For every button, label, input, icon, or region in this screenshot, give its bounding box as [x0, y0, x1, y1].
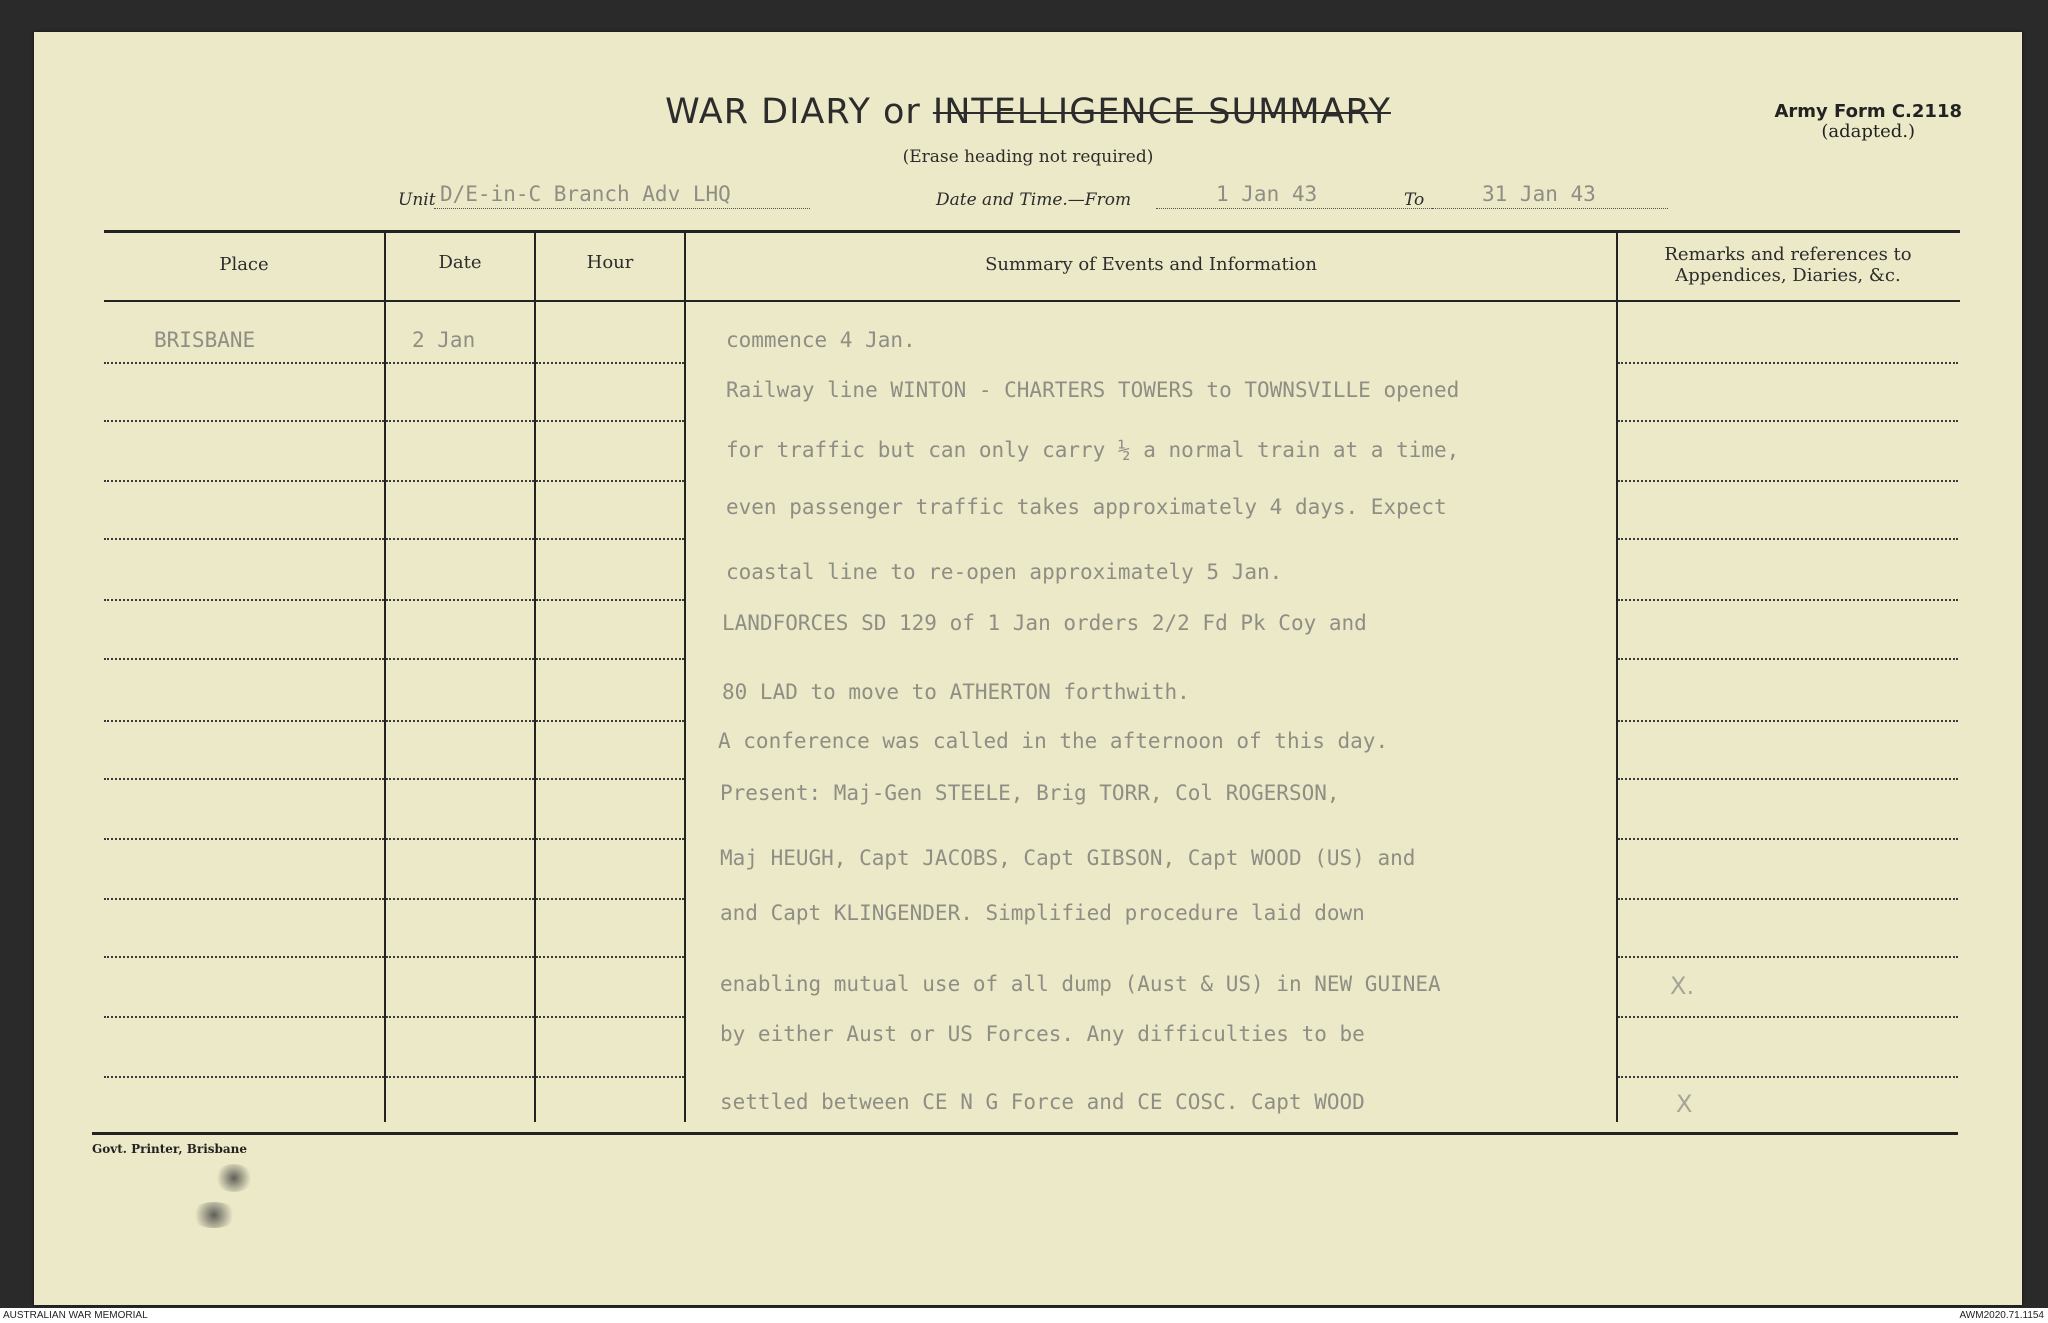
title-struck-intelligence-summary: INTELLIGENCE SUMMARY — [932, 92, 1391, 132]
entry-line: even passenger traffic takes approximately 4 days. Expect — [726, 495, 1447, 519]
archive-strip — [0, 1308, 2048, 1323]
row-dotted-rule — [104, 538, 384, 540]
row-dotted-rule — [386, 599, 534, 601]
entry-line: Present: Maj-Gen STEELE, Brig TORR, Col ROGERSON, — [720, 781, 1340, 805]
title-war-diary: WAR DIARY or — [665, 92, 933, 132]
row-dotted-rule — [536, 362, 684, 364]
row-dotted-rule — [104, 898, 384, 900]
row-dotted-rule — [536, 838, 684, 840]
printer-imprint: Govt. Printer, Brisbane — [92, 1142, 248, 1156]
date-from-value: 1 Jan 43 — [1216, 182, 1318, 206]
row-dotted-rule — [386, 658, 534, 660]
row-dotted-rule — [104, 1076, 384, 1078]
entry-place: BRISBANE — [154, 328, 256, 352]
entry-line: enabling mutual use of all dump (Aust & US) in NEW GUINEA — [720, 972, 1441, 996]
row-dotted-rule — [386, 420, 534, 422]
row-dotted-rule — [536, 778, 684, 780]
row-dotted-rule — [386, 480, 534, 482]
date-from-label: Date and Time.—From — [936, 190, 1132, 210]
row-dotted-rule — [1618, 599, 1958, 601]
row-dotted-rule — [104, 1016, 384, 1018]
row-dotted-rule — [104, 956, 384, 958]
form-adapted: (adapted.) — [1821, 121, 1916, 142]
entry-line: 80 LAD to move to ATHERTON forthwith. — [722, 680, 1190, 704]
header-remarks-line2: Appendices, Diaries, &c. — [1675, 265, 1901, 286]
row-dotted-rule — [536, 1076, 684, 1078]
row-dotted-rule — [386, 838, 534, 840]
header-date: Date — [438, 252, 482, 273]
header-hour: Hour — [586, 252, 634, 273]
row-dotted-rule — [104, 480, 384, 482]
row-dotted-rule — [536, 1016, 684, 1018]
row-dotted-rule — [386, 538, 534, 540]
row-dotted-rule — [1618, 1016, 1958, 1018]
row-dotted-rule — [536, 720, 684, 722]
date-to-field — [1432, 182, 1668, 209]
header-place: Place — [219, 254, 269, 275]
row-dotted-rule — [1618, 420, 1958, 422]
date-to-label: To — [1404, 190, 1425, 210]
row-dotted-rule — [1618, 658, 1958, 660]
row-dotted-rule — [1618, 1076, 1958, 1078]
row-dotted-rule — [386, 1076, 534, 1078]
unit-value: D/E-in-C Branch Adv LHQ — [440, 182, 731, 206]
form-subtitle: (Erase heading not required) — [902, 147, 1154, 167]
row-dotted-rule — [1618, 898, 1958, 900]
entry-line: commence 4 Jan. — [726, 328, 916, 352]
ink-smudge — [190, 1202, 238, 1228]
row-dotted-rule — [536, 898, 684, 900]
row-dotted-rule — [1618, 362, 1958, 364]
header-remarks-line1: Remarks and references to — [1664, 244, 1912, 265]
entry-date: 2 Jan — [412, 328, 476, 352]
entry-line: and Capt KLINGENDER. Simplified procedure laid down — [720, 901, 1365, 925]
entry-line: Maj HEUGH, Capt JACOBS, Capt GIBSON, Capt WOOD (US) and — [720, 846, 1416, 870]
row-dotted-rule — [104, 599, 384, 601]
ink-smudge — [214, 1164, 254, 1192]
row-dotted-rule — [386, 778, 534, 780]
table-bottom-border — [92, 1132, 1958, 1135]
entry-line: LANDFORCES SD 129 of 1 Jan orders 2/2 Fd Pk Coy and — [722, 611, 1367, 635]
row-dotted-rule — [536, 420, 684, 422]
archive-name: AUSTRALIAN WAR MEMORIAL — [3, 1310, 148, 1321]
header-summary: Summary of Events and Information — [985, 254, 1317, 275]
archive-reference: AWM2020.71.1154 — [1959, 1310, 2044, 1321]
diary-sheet — [34, 32, 2022, 1305]
row-dotted-rule — [104, 658, 384, 660]
entry-line: for traffic but can only carry ½ a normal train at a time, — [726, 438, 1460, 462]
row-dotted-rule — [536, 658, 684, 660]
row-dotted-rule — [104, 420, 384, 422]
row-dotted-rule — [104, 838, 384, 840]
row-dotted-rule — [386, 362, 534, 364]
table-top-border — [104, 230, 1960, 233]
header-remarks — [1618, 244, 1958, 286]
form-number-block — [1774, 102, 1962, 142]
date-from-field — [1156, 182, 1432, 209]
unit-label: Unit — [398, 190, 436, 210]
entry-line: coastal line to re-open approximately 5 Jan. — [726, 560, 1283, 584]
column-divider — [684, 230, 686, 1122]
remark-tick-mark: X. — [1670, 972, 1695, 1000]
row-dotted-rule — [386, 898, 534, 900]
row-dotted-rule — [1618, 480, 1958, 482]
row-dotted-rule — [104, 362, 384, 364]
row-dotted-rule — [1618, 838, 1958, 840]
entry-line: by either Aust or US Forces. Any difficulties to be — [720, 1022, 1365, 1046]
row-dotted-rule — [386, 956, 534, 958]
row-dotted-rule — [536, 538, 684, 540]
form-title — [34, 92, 2022, 132]
remark-tick-mark: X — [1676, 1090, 1693, 1118]
row-dotted-rule — [386, 720, 534, 722]
entry-line: settled between CE N G Force and CE COSC. Capt WOOD — [720, 1090, 1365, 1114]
entry-line: A conference was called in the afternoon of this day. — [718, 729, 1389, 753]
row-dotted-rule — [536, 956, 684, 958]
row-dotted-rule — [536, 480, 684, 482]
form-number: Army Form C.2118 — [1774, 101, 1962, 122]
row-dotted-rule — [1618, 538, 1958, 540]
row-dotted-rule — [386, 1016, 534, 1018]
unit-field — [434, 182, 810, 209]
row-dotted-rule — [536, 599, 684, 601]
table-header-border — [104, 300, 1960, 302]
row-dotted-rule — [1618, 778, 1958, 780]
row-dotted-rule — [1618, 956, 1958, 958]
row-dotted-rule — [104, 720, 384, 722]
row-dotted-rule — [104, 778, 384, 780]
date-to-value: 31 Jan 43 — [1482, 182, 1596, 206]
row-dotted-rule — [1618, 720, 1958, 722]
entry-line: Railway line WINTON - CHARTERS TOWERS to TOWNSVILLE opened — [726, 378, 1460, 402]
